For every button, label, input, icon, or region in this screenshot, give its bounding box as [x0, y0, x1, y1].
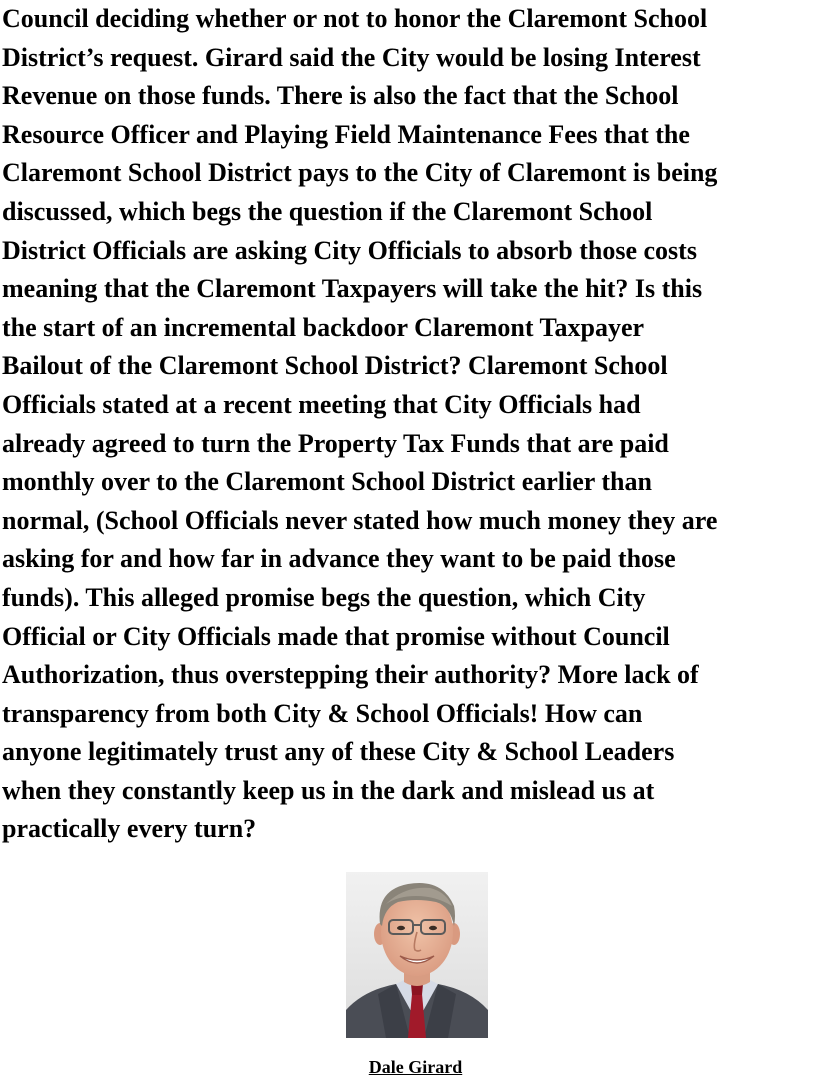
article-line: normal, (School Officials never stated how much money they are — [2, 505, 718, 535]
article-line: anyone legitimately trust any of these City & School Leaders — [2, 737, 675, 767]
author-photo — [346, 872, 488, 1038]
article-line: District Officials are asking City Officials to absorb those costs — [2, 235, 697, 265]
article-line: when they constantly keep us in the dark and mislead us at — [2, 775, 655, 805]
article-line: Resource Officer and Playing Field Maintenance Fees that the — [2, 119, 690, 149]
article-line: monthly over to the Claremont School District earlier than — [2, 467, 652, 497]
author-headshot-icon — [346, 872, 488, 1038]
article-line: Bailout of the Claremont School District? Claremont School — [2, 351, 668, 381]
article-line: Official or City Officials made that promise without Council — [2, 621, 670, 651]
article-line: Officials stated at a recent meeting that City Officials had — [2, 389, 641, 419]
article-line: already agreed to turn the Property Tax Funds that are paid — [2, 428, 669, 458]
article-line: funds). This alleged promise begs the question, which City — [2, 582, 646, 612]
article-line: asking for and how far in advance they want to be paid those — [2, 544, 676, 574]
article-line: Claremont School District pays to the City of Claremont is being — [2, 158, 718, 188]
article-line: meaning that the Claremont Taxpayers will take the hit? Is this — [2, 274, 703, 304]
article-line: Revenue on those funds. There is also the fact that the School — [2, 81, 679, 111]
article-line: discussed, which begs the question if the Claremont School — [2, 196, 653, 226]
article-body — [2, 0, 817, 849]
article-line: Council deciding whether or not to honor the Claremont School — [2, 4, 708, 33]
article-line: the start of an incremental backdoor Claremont Taxpayer — [2, 312, 645, 342]
author-name: Dale Girard — [368, 1057, 463, 1077]
article-line: practically every turn? — [2, 814, 257, 844]
article-line: Authorization, thus overstepping their authority? More lack of — [2, 660, 699, 690]
article-line: transparency from both City & School Officials! How can — [2, 698, 643, 728]
article-line: District’s request. Girard said the City would be losing Interest — [2, 42, 701, 72]
